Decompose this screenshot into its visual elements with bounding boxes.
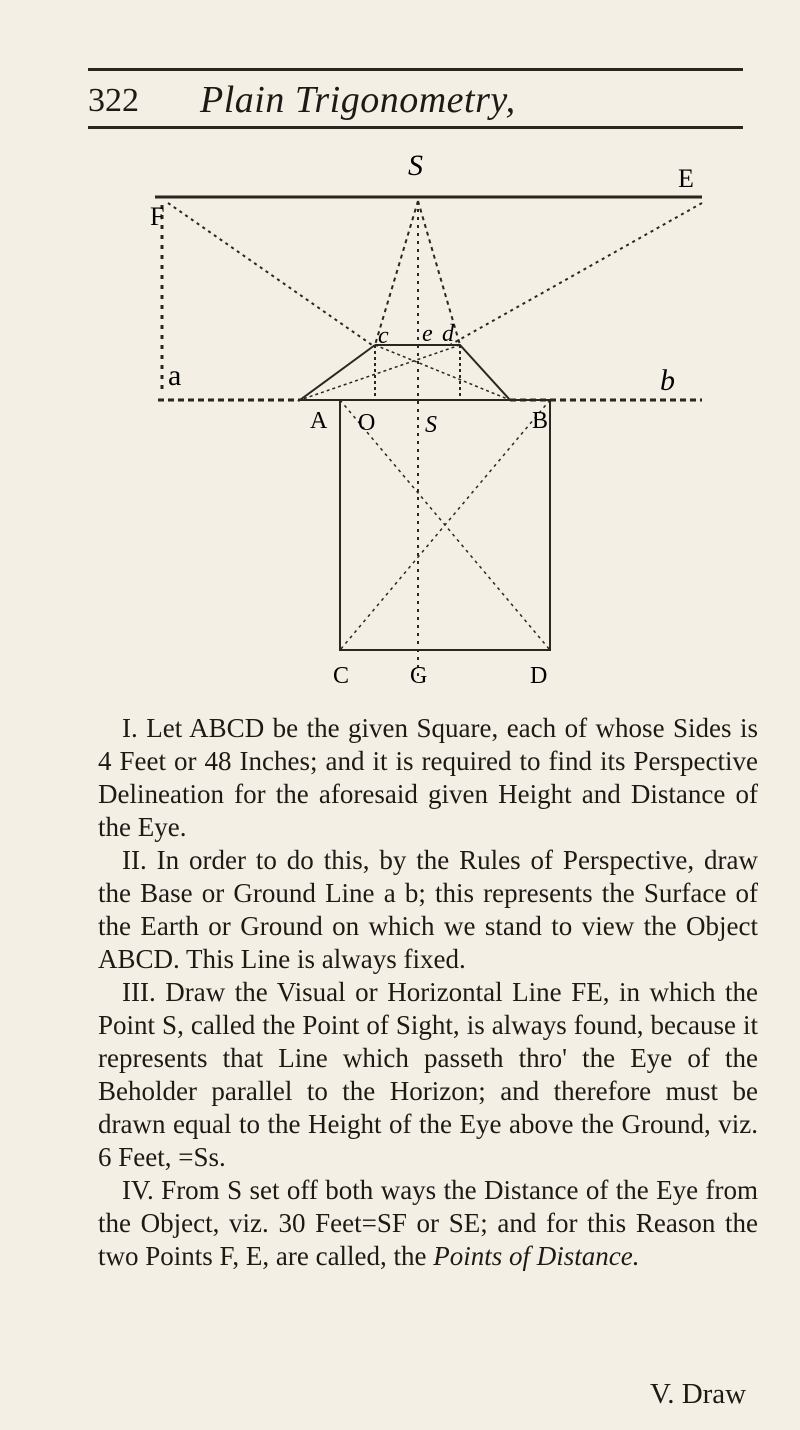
paragraph-numeral: II. (122, 845, 147, 875)
label-o: O (358, 410, 376, 436)
body-text (98, 712, 758, 1273)
catchword: V. Draw (650, 1378, 747, 1410)
paragraph-numeral: IV. (122, 1175, 154, 1205)
trap-diagonal-1 (375, 345, 510, 400)
paragraph-text: From S set off both ways the Distance of the Eye from the Object, viz. 30 Feet=SF or SE; and for this Reason the two Points F, E, are called, the (98, 1175, 758, 1271)
header-rule-bottom (88, 126, 743, 129)
paragraph-1 (98, 712, 758, 844)
page-header (88, 78, 748, 128)
label-b: b (660, 364, 675, 397)
paragraph-text: In order to do this, by the Rules of Perspective, draw the Base or Ground Line a b; this represents the Surface of the Earth or Ground on which we stand to view the Object ABCD. This Line is always fixed. (98, 845, 759, 974)
running-title: Plain Trigonometry, (200, 79, 516, 121)
perspective-figure (150, 145, 710, 705)
paragraph-2 (98, 844, 758, 976)
label-big-b: B (532, 408, 549, 434)
paragraph-text: Draw the Visual or Horizontal Line FE, in which the Point S, called the Point of Sight, is always found, because it represents that Line which passeth thro' the Eye of the Beholder parallel to the Horizon; and therefore must be drawn equal to the Height of the Eye above the Ground, viz. 6 Feet, =Ss. (98, 977, 758, 1172)
label-e-small: e (422, 321, 433, 347)
label-c-big: C (333, 663, 350, 689)
paragraph-italic-tail: Points of Distance. (433, 1241, 640, 1271)
paragraph-numeral: III. (122, 977, 156, 1007)
label-d-big: D (530, 663, 548, 689)
label-e: E (678, 164, 694, 193)
label-g: G (410, 663, 428, 689)
label-a: a (168, 359, 182, 392)
label-s-small: S (425, 412, 437, 438)
perspective-square (300, 345, 510, 400)
page-number: 322 (88, 82, 139, 119)
paragraph-numeral: I. (122, 713, 138, 743)
label-c: c (378, 323, 389, 349)
perspective-diagram (150, 145, 710, 705)
trap-diagonal-2 (300, 345, 460, 400)
label-d: d (442, 321, 454, 347)
label-s-top: S (408, 149, 423, 182)
paragraph-text: Let ABCD be the given Square, each of whose Sides is 4 Feet or 48 Inches; and it is required to find its Perspective Delineation for the aforesaid given Height and Distance of the Eye. (98, 713, 758, 842)
label-f: F (150, 202, 165, 231)
paragraph-4 (98, 1174, 758, 1273)
f-to-c-line (168, 203, 372, 345)
label-big-a: A (310, 408, 328, 434)
header-rule-top (88, 68, 743, 71)
paragraph-3 (98, 976, 758, 1174)
e-to-d-line (450, 203, 702, 345)
square-diagonal-2 (340, 400, 550, 650)
